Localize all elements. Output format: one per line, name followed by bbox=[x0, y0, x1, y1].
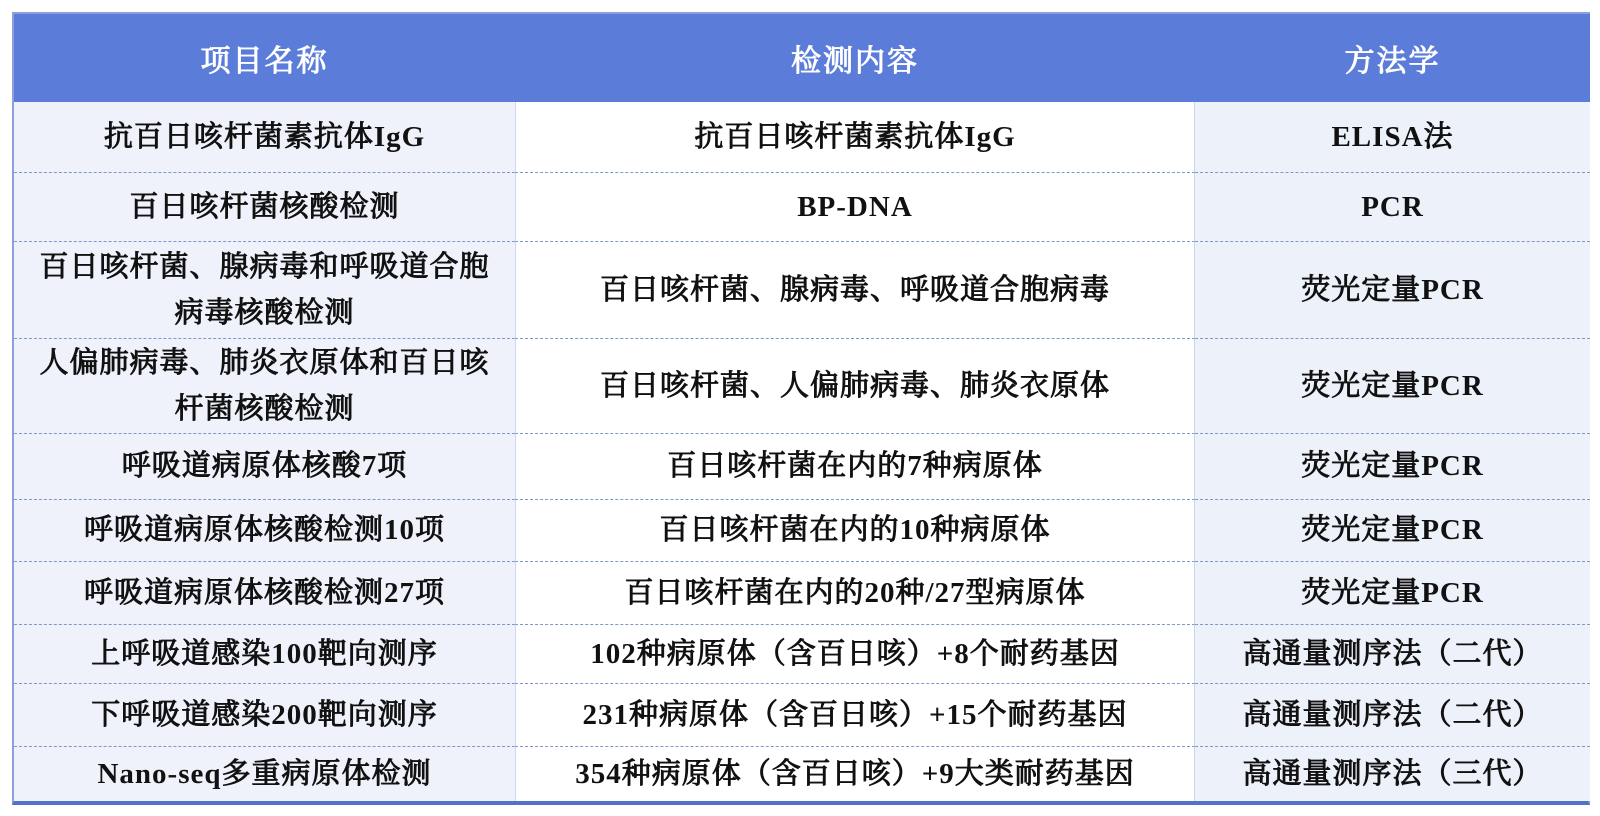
cell-detection-content: BP-DNA bbox=[515, 172, 1195, 241]
cell-project-name: 呼吸道病原体核酸7项 bbox=[14, 433, 515, 499]
cell-methodology: 高通量测序法（二代） bbox=[1195, 624, 1590, 683]
cell-methodology: 高通量测序法（二代） bbox=[1195, 683, 1590, 746]
cell-detection-content: 231种病原体（含百日咳）+15个耐药基因 bbox=[515, 683, 1195, 746]
cell-methodology: 荧光定量PCR bbox=[1195, 241, 1590, 338]
cell-methodology: 荧光定量PCR bbox=[1195, 338, 1590, 433]
cell-detection-content: 抗百日咳杆菌素抗体IgG bbox=[515, 102, 1195, 172]
cell-methodology: 荧光定量PCR bbox=[1195, 499, 1590, 561]
cell-methodology: PCR bbox=[1195, 172, 1590, 241]
cell-project-name: 人偏肺病毒、肺炎衣原体和百日咳杆菌核酸检测 bbox=[14, 338, 515, 433]
cell-detection-content: 百日咳杆菌在内的7种病原体 bbox=[515, 433, 1195, 499]
cell-project-name: 上呼吸道感染100靶向测序 bbox=[14, 624, 515, 683]
column-header-project-name: 项目名称 bbox=[14, 14, 515, 102]
cell-project-name: 呼吸道病原体核酸检测27项 bbox=[14, 561, 515, 624]
test-items-table bbox=[12, 12, 1590, 805]
cell-detection-content: 百日咳杆菌、人偏肺病毒、肺炎衣原体 bbox=[515, 338, 1195, 433]
cell-project-name: 呼吸道病原体核酸检测10项 bbox=[14, 499, 515, 561]
cell-methodology: 高通量测序法（三代） bbox=[1195, 746, 1590, 801]
cell-methodology: ELISA法 bbox=[1195, 102, 1590, 172]
cell-project-name: Nano-seq多重病原体检测 bbox=[14, 746, 515, 801]
cell-methodology: 荧光定量PCR bbox=[1195, 433, 1590, 499]
cell-detection-content: 102种病原体（含百日咳）+8个耐药基因 bbox=[515, 624, 1195, 683]
cell-project-name: 抗百日咳杆菌素抗体IgG bbox=[14, 102, 515, 172]
cell-detection-content: 百日咳杆菌在内的10种病原体 bbox=[515, 499, 1195, 561]
column-header-detection-content: 检测内容 bbox=[515, 14, 1195, 102]
column-header-methodology: 方法学 bbox=[1195, 14, 1590, 102]
cell-project-name: 百日咳杆菌、腺病毒和呼吸道合胞病毒核酸检测 bbox=[14, 241, 515, 338]
cell-project-name: 百日咳杆菌核酸检测 bbox=[14, 172, 515, 241]
cell-detection-content: 百日咳杆菌在内的20种/27型病原体 bbox=[515, 561, 1195, 624]
cell-detection-content: 354种病原体（含百日咳）+9大类耐药基因 bbox=[515, 746, 1195, 801]
cell-methodology: 荧光定量PCR bbox=[1195, 561, 1590, 624]
cell-detection-content: 百日咳杆菌、腺病毒、呼吸道合胞病毒 bbox=[515, 241, 1195, 338]
cell-project-name: 下呼吸道感染200靶向测序 bbox=[14, 683, 515, 746]
